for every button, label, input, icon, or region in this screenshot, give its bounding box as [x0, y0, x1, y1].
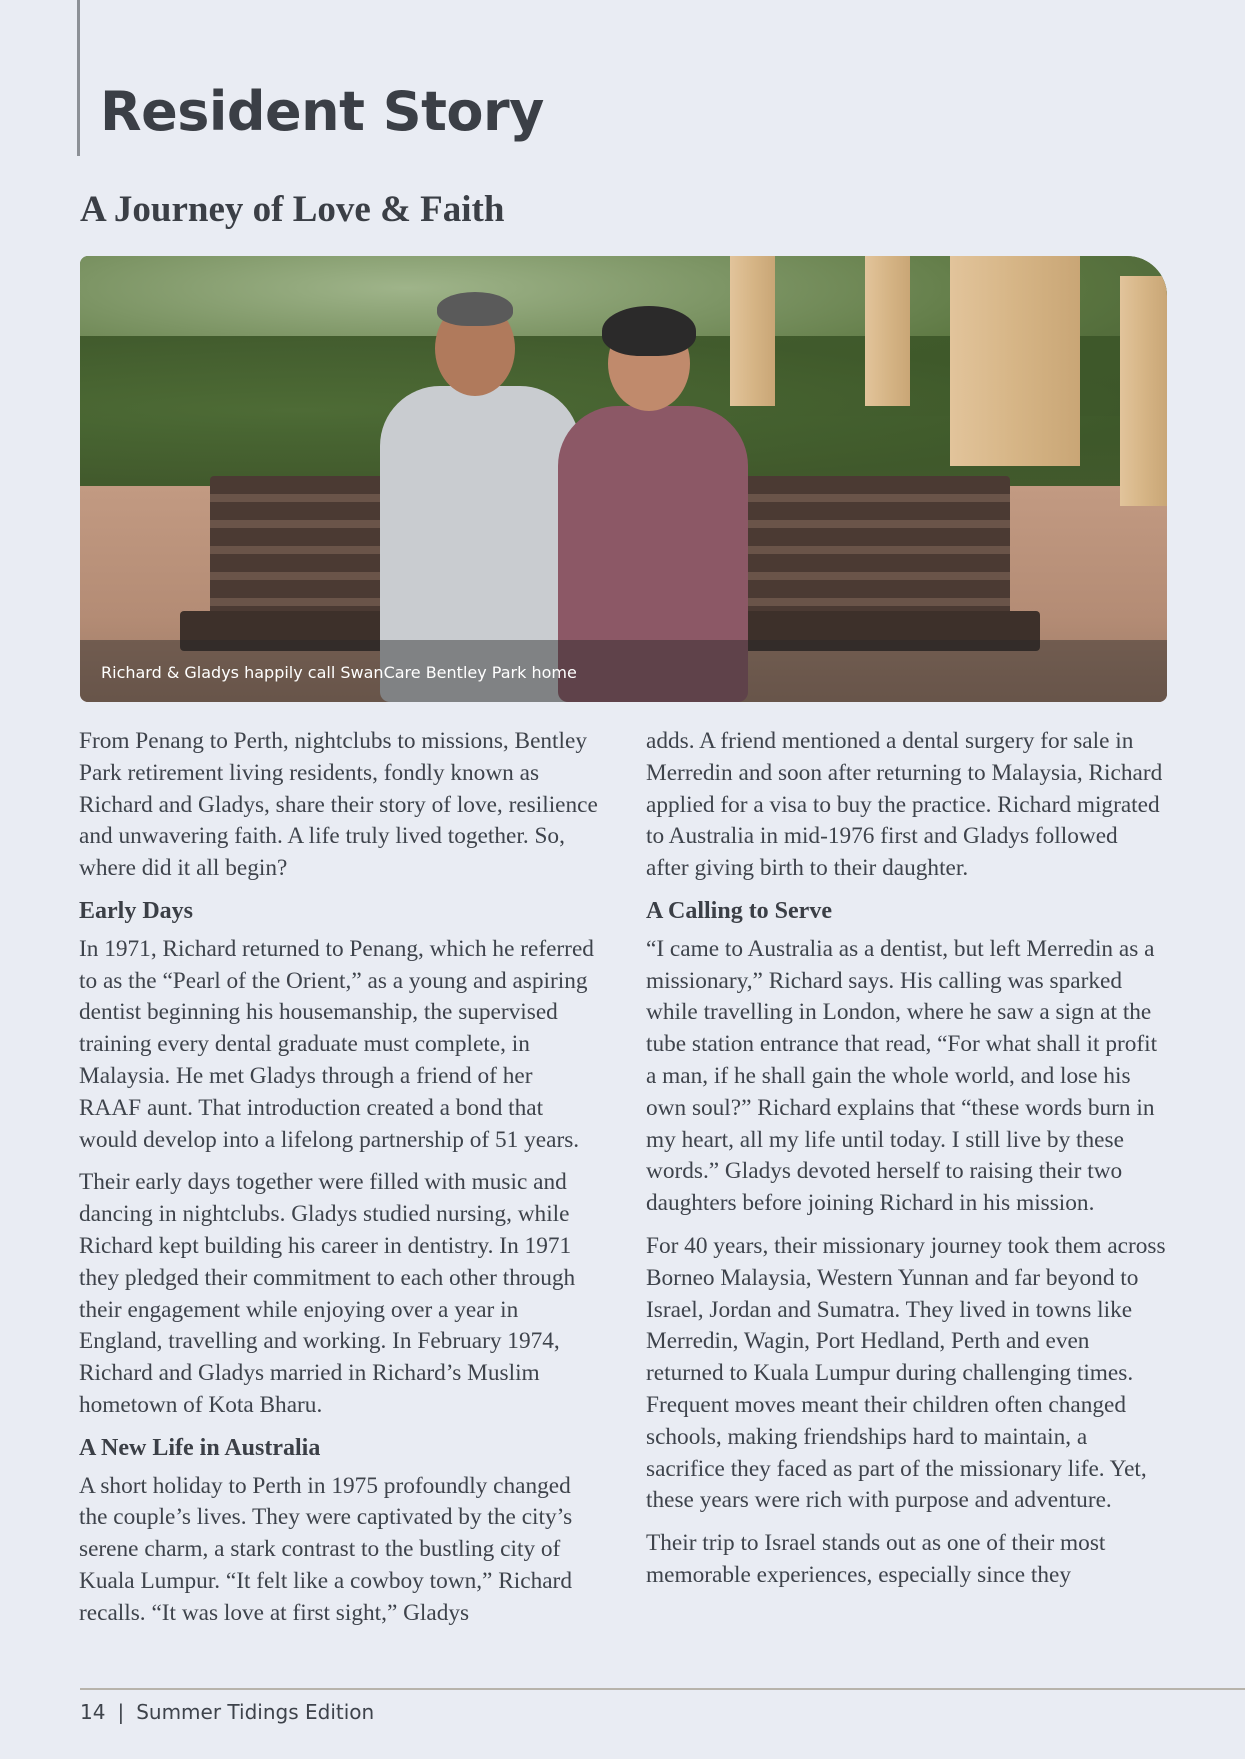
photo-pillar — [950, 256, 1080, 466]
left-column — [79, 726, 599, 1641]
paragraph: “I came to Australia as a dentist, but left Merredin as a missionary,” Richard says. His calling was sparked while travelling in London, where he saw a sign at the tube station entrance that read, “For what shall it profit a man, if he shall gain the whole world, and lose his own soul?” Richard explains that “these words burn in my heart, all my life until today. I still live by these words.” Gladys devoted herself to raising their two daughters before joining Richard in his mission. — [646, 935, 1158, 1217]
section-title: Resident Story — [100, 80, 544, 143]
paragraph: A short holiday to Perth in 1975 profoundly changed the couple’s lives. They were captivated by the city’s serene charm, a stark contrast to the bustling city of Kuala Lumpur. “It felt like a cowboy town,” Richard recalls. “It was love at first sight,” Gladys — [79, 1472, 573, 1626]
section-rule — [77, 0, 80, 156]
footer-separator: | — [117, 1700, 125, 1724]
photo-man-hair — [437, 292, 513, 326]
photo-pillar — [1120, 276, 1167, 506]
heading-early-days: Early Days — [79, 897, 193, 924]
paragraph: In 1971, Richard returned to Penang, which he referred to as the “Pearl of the Orient,” as a young and aspiring dentist beginning his housemanship, the supervised training every dental graduate must complete, in Malaysia. He met Gladys through a friend of her RAAF aunt. That introduction created a bond that would develop into a lifelong partnership of 51 years. — [79, 935, 594, 1153]
paragraph: For 40 years, their missionary journey took them across Borneo Malaysia, Western Yunnan and far beyond to Israel, Jordan and Sumatra. They lived in towns like Merredin, Wagin, Port Hedland, Perth and even returned to Kuala Lumpur during challenging times. Frequent moves meant their children often changed schools, making friendships hard to maintain, a sacrifice they faced as part of the missionary life. Yet, these years were rich with purpose and adventure. — [646, 1232, 1166, 1514]
resident-photo — [80, 256, 1167, 702]
footer-rule — [80, 1688, 1245, 1690]
footer — [80, 1700, 374, 1724]
page-number: 14 — [80, 1700, 106, 1724]
paragraph: Their trip to Israel stands out as one of their most memorable experiences, especially since they — [646, 1530, 1106, 1588]
intro-paragraph: From Penang to Perth, nightclubs to missions, Bentley Park retirement living residents, fondly known as Richard and Gladys, share their story of love, resilience and unwavering faith. A life truly lived together. So, where did it all begin? — [79, 728, 598, 882]
paragraph: adds. A friend mentioned a dental surgery for sale in Merredin and soon after returning to Malaysia, Richard applied for a visa to buy the practice. Richard migrated to Australia in mid-1976 first and Gladys followed after giving birth to their daughter. — [646, 728, 1163, 882]
heading-new-life: A New Life in Australia — [79, 1434, 321, 1461]
photo-caption: Richard & Gladys happily call SwanCare Bentley Park home — [101, 663, 577, 682]
photo-pillar — [730, 256, 775, 406]
right-column — [646, 726, 1166, 1603]
paragraph: Their early days together were filled with music and dancing in nightclubs. Gladys studied nursing, while Richard kept building his career in dentistry. In 1971 they pledged their commitment to each other through their engagement while enjoying over a year in England, travelling and working. In February 1974, Richard and Gladys married in Richard’s Muslim hometown of Kota Bharu. — [79, 1169, 576, 1418]
edition-name: Summer Tidings Edition — [136, 1700, 375, 1724]
article-title: A Journey of Love & Faith — [80, 189, 505, 230]
photo-pillar — [865, 256, 910, 406]
photo-woman-hair — [602, 306, 696, 356]
heading-calling: A Calling to Serve — [646, 897, 832, 924]
